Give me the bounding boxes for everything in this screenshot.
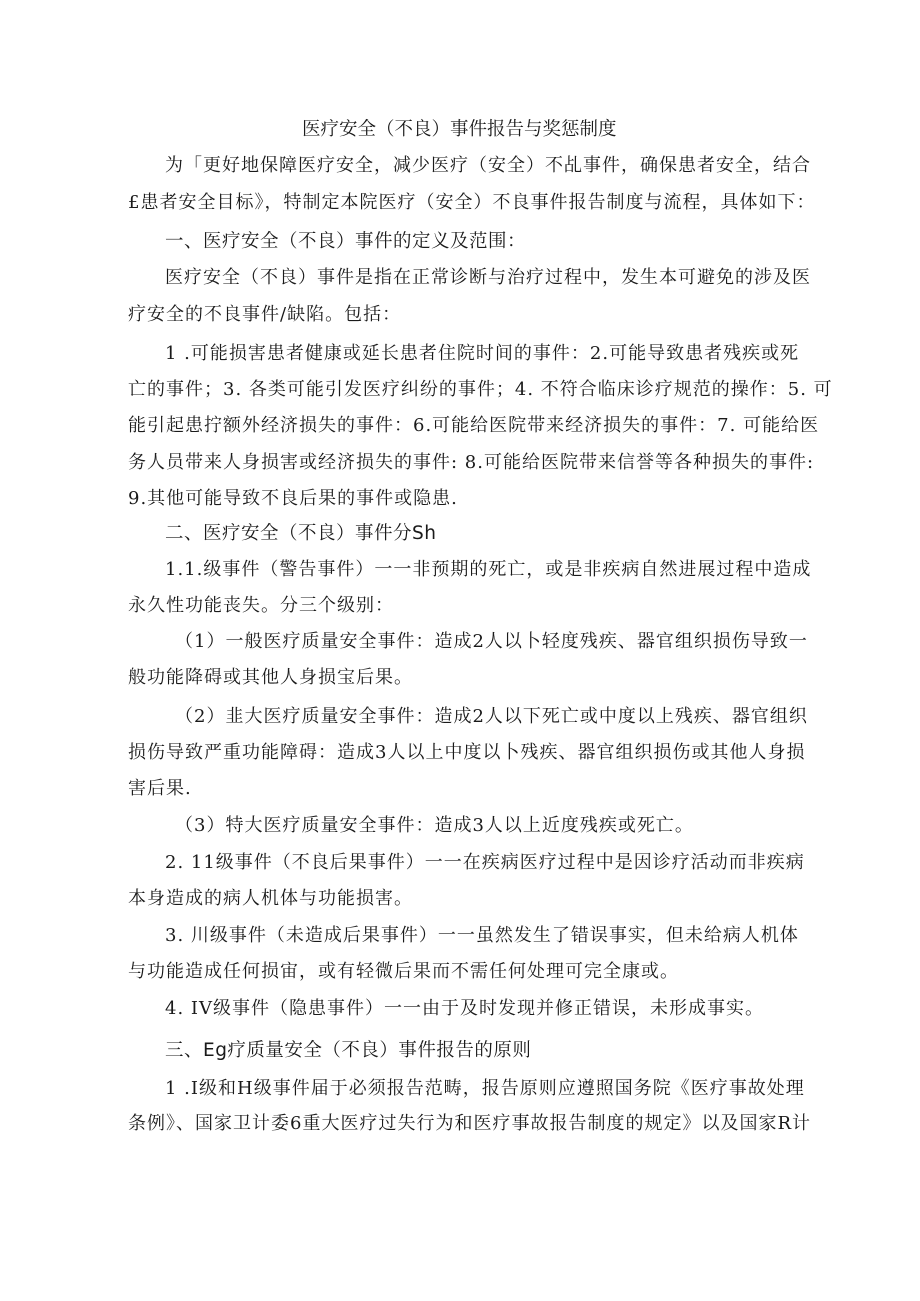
section2-sub3: （3）特大医疗质量安全事件：造成3人以上近度残疾或死亡。 [175,815,694,836]
section2-level2-1: 2. 11级事件（不良后果事件）一一在疾病医疗过程中是因诊疗活动而非疾病 [165,852,805,873]
section3-item-1: 1 .I级和H级事件届于必须报告范畴，报告原则应遵照国务院《医疗事故处理 [165,1078,805,1099]
section2-level3-2: 与功能造成任何损宙，或有轻微后果而不需任何处理可完全康或。 [128,961,679,982]
section1-item-4: 务人员带来人身损害或经济损失的事件: 8.可能给医院带来信誉等各种损失的事件: [128,452,815,473]
section2-level1-2: 永久性功能丧失。分三个级别： [128,595,394,616]
section1-definition-1: 医疗安全（不良）事件是指在正常诊断与治疗过程中，发生本可避免的涉及医 [165,267,811,288]
section3-heading: 三、Eg疗质量安全（不良）事件报告的原则 [165,1040,532,1061]
intro-line-1: 为「更好地保障医疗安全，减少医疗（安全）不乩事件，确保患者安全，结合 [165,155,811,176]
section2-sub1-2: 般功能降碍或其他人身损宝后果。 [128,667,413,688]
section1-item-3: 能引起患拧额外经济损失的事件：6.可能给医院带来经济损失的事件：7. 可能给医 [128,415,820,436]
section1-heading: 一、医疗安全（不良）事件的定义及范围： [165,231,527,252]
section1-item-1: 1 .可能损害患者健康或延长患者住院时间的事件：2.可能导致患者残疾或死 [165,343,800,364]
section2-sub2-1: （2）韭大医疗质量安全事件：造成2人以下死亡或中度以上残疾、器官组织 [175,706,808,727]
section2-level3-1: 3. 川级事件（未造成后果事件）一一虽然发生了错误事实，但未给病人机体 [165,925,799,946]
section2-level1-1: 1.1.级事件（警告事件）一一非预期的死亡，或是非疾病自然进展过程中造成 [165,559,812,580]
section3-item-2: 条例》、国家卫计委6重大医疗过失行为和医疗事故报告制度的规定》以及国家R计 [128,1113,812,1134]
section2-heading: 二、医疗安全（不良）事件分Sh [165,523,437,544]
section1-definition-2: 疗安全的不良事件/缺陷。包括： [128,304,402,325]
intro-line-2: £患者安全目标》，特制定本院医疗（安全）不良事件报告制度与流程，具体如下： [128,192,816,213]
section1-item-5: 9.其他可能导致不良后果的事件或隐患. [128,488,458,509]
section2-sub2-2: 损伤导致严重功能障碍：造成3人以上中度以卜残疾、器官组织损伤或其他人身损 [128,742,806,763]
section2-sub1-1: （1）一般医疗质量安全事件：造成2人以卜轻度残疾、器官组织损伤导致一 [175,631,808,652]
section2-level4: 4. IV级事件（隐患事件）一一由于及时发现并修正错误，未形成事实。 [165,998,765,1019]
section2-level2-2: 本身造成的病人机体与功能损害。 [128,888,413,909]
section2-sub2-3: 害后果. [128,778,192,799]
document-title: 医疗安全（不良）事件报告与奖惩制度 [302,119,617,140]
section1-item-2: 亡的事件；3. 各类可能引发医疗纠纷的事件；4. 不符合临床诊疗规范的操作：5. 可 [128,379,833,400]
